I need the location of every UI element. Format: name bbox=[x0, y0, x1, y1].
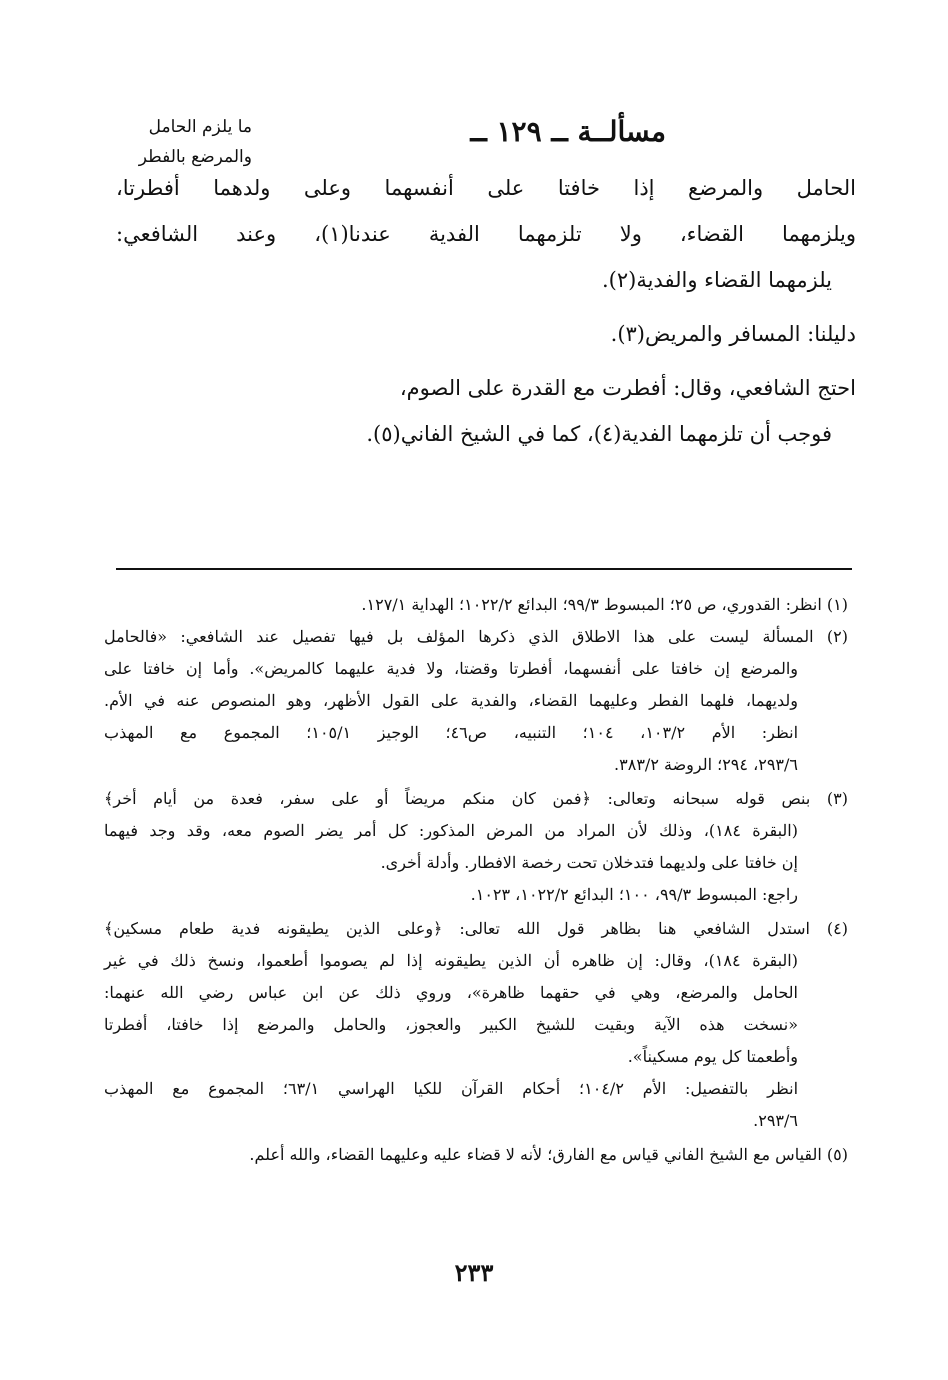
footnote-3-line-2: (البقرة ١٨٤)، وذلك لأن المراد من المرض المذكور: كل أمر يضر الصوم معه، وقد وجد فيهما bbox=[104, 821, 798, 840]
footnote-2-line-4: انظر: الأم ١٠٣/٢، ١٠٤؛ التنبيه، ص٤٦؛ الوجيز ١٠٥/١؛ المجموع مع المهذب bbox=[104, 723, 799, 742]
footnote-3-line-4: راجع: المبسوط ٩٩/٣، ١٠٠؛ البدائع ١٠٢٢/٢، ١٠٢٣. bbox=[470, 885, 798, 904]
footnote-4-line-5: وأطعمتا كل يوم مسكيناً». bbox=[627, 1047, 798, 1066]
body-line-5: احتج الشافعي، وقال: أفطرت مع القدرة على الصوم، bbox=[399, 376, 856, 400]
footnote-1: (١) انظر: القدوري، ص ٢٥؛ المبسوط ٩٩/٣؛ البدائع ١٠٢٢/٢؛ الهداية ١٢٧/١. bbox=[361, 595, 848, 614]
footnote-2-line-2: والمرضع إن خافتا على أنفسهما، أفطرتا وقضتا، ولا فدية عليهما كالمريض». وأما إن خافتا على bbox=[104, 659, 798, 678]
footnote-3-line-1: (٣) بنص قوله سبحانه وتعالى: ﴿فمن كان منكم مريضاً أو على سفر، فعدة من أيام أخر﴾ bbox=[104, 789, 848, 808]
body-line-6: فوجب أن تلزمهما الفدية(٤)، كما في الشيخ الفاني(٥). bbox=[366, 422, 832, 446]
footnote-2-line-3: ولديهما، فلهما الفطر وعليهما القضاء، والفدية على القول الأظهر، وهو المنصوص عنه في الأم. bbox=[104, 691, 798, 710]
footnote-4-line-3: الحامل والمرضع، وهي في حقهما ظاهرة»، وروي ذلك عن ابن عباس رضي الله عنهما: bbox=[104, 983, 798, 1002]
footnote-4-line-2: (البقرة ١٨٤)، وقال: إن ظاهره أن الذين يطيقونه إذا لم يصوموا أطعموا، ونسخ ذلك في غير bbox=[104, 951, 798, 970]
footnote-4-line-6: انظر بالتفصيل: الأم ١٠٤/٢؛ أحكام القرآن للكيا الهراسي ٦٣/١؛ المجموع مع المهذب bbox=[104, 1079, 799, 1098]
body-line-1: الحامل والمرضع إذا خافتا على أنفسهما وعلى ولدهما أفطرتا، bbox=[116, 176, 856, 200]
margin-note-line-1: ما يلزم الحامل bbox=[148, 117, 252, 137]
footnote-2-line-1: (٢) المسألة ليست على هذا الاطلاق الذي ذكرها المؤلف بل فيها تفصيل عند الشافعي: «فالحامل bbox=[104, 627, 848, 646]
footnote-4-line-7: ٢٩٣/٦. bbox=[753, 1111, 798, 1130]
body-line-2: ويلزمهما القضاء، ولا تلزمهما الفدية عندنا(١)، وعند الشافعي: bbox=[116, 222, 857, 246]
footnote-4-line-1: (٤) استدل الشافعي هنا بظاهر قول الله تعالى: ﴿وعلى الذين يطيقونه فدية طعام مسكين﴾ bbox=[104, 919, 849, 938]
footnote-4-line-4: «نسخت هذه الآية وبقيت للشيخ الكبير والعجوز، والحامل والمرضع إذا خافتا، أفطرتا bbox=[104, 1015, 798, 1034]
footnote-divider bbox=[116, 568, 852, 570]
footnote-3-line-3: إن خافتا على ولديهما فتدخلان تحت رخصة الافطار. وأدلة أخرى. bbox=[380, 853, 798, 872]
footnote-5: (٥) القياس مع الشيخ الفاني قياس مع الفارق؛ لأنه لا قضاء عليه وعليهما القضاء، والله أعلم. bbox=[249, 1145, 848, 1164]
body-line-4: دليلنا: المسافر والمريض(٣). bbox=[610, 322, 856, 346]
issue-heading: مسألــة ــ ١٢٩ ــ bbox=[470, 115, 666, 148]
margin-note bbox=[92, 112, 252, 172]
body-line-3: يلزمهما القضاء والفدية(٢). bbox=[601, 268, 832, 292]
footnote-2-line-5: ٢٩٣/٦، ٢٩٤؛ الروضة ٣٨٣/٢. bbox=[614, 755, 798, 774]
margin-note-line-2: والمرضع بالفطر bbox=[138, 147, 252, 167]
page-number: ٢٣٣ bbox=[454, 1258, 494, 1287]
